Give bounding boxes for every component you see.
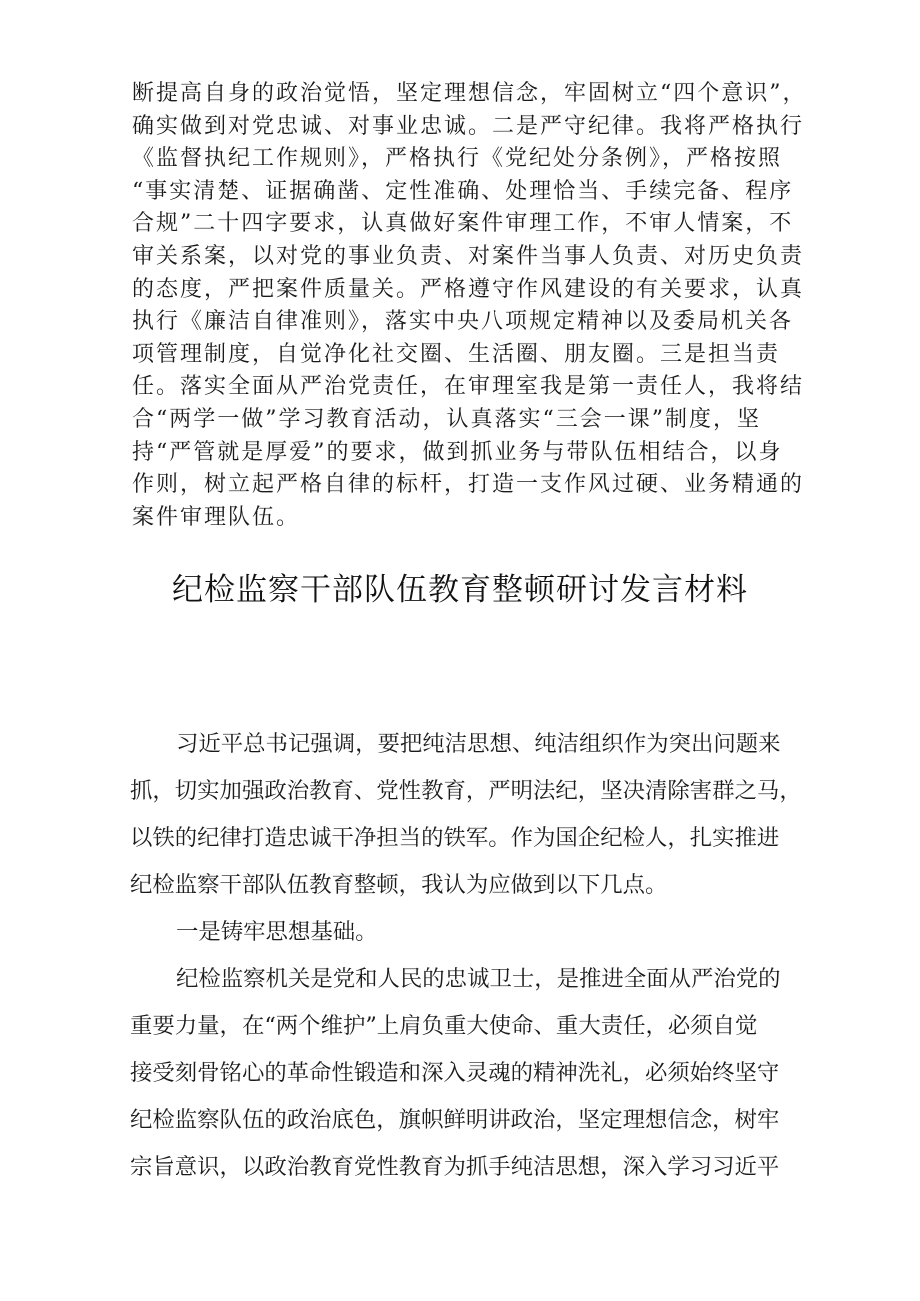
text-line: 接受刻骨铭心的革命性锻造和深入灵魂的精神洗礼，必须始终坚守 (130, 1060, 780, 1086)
text-line: 断提高自身的政治觉悟，坚定理想信念，牢固树立“四个意识”， (132, 81, 807, 106)
text-line: 以铁的纪律打造忠诚干净担当的铁军。作为国企纪检人，扎实推进 (130, 825, 780, 851)
text-line: 合“两学一做”学习教育活动，认真落实“三会一课”制度，坚 (132, 406, 761, 432)
text-line: 案件审理队伍。 (132, 504, 301, 530)
text-line: 任。落实全面从严治党责任，在审理室我是第一责任人，我将结 (132, 374, 805, 400)
text-line: 执行《廉洁自律准则》，落实中央八项规定精神以及委局机关各 (132, 309, 794, 335)
text-line: 抓，切实加强政治教育、党性教育，严明法纪，坚决清除害群之马， (130, 778, 802, 804)
text-line: 重要力量，在“两个维护”上肩负重大使命、重大责任，必须自觉 (130, 1013, 758, 1039)
text-line: 审关系案，以对党的事业负责、对案件当事人负责、对历史负责 (132, 243, 805, 269)
text-line: 持“严管就是厚爱”的要求，做到抓业务与带队伍相结合，以身 (132, 439, 783, 465)
text-line: 的态度，严把案件质量关。严格遵守作风建设的有关要求，认真 (132, 276, 805, 302)
text-line: 宗旨意识，以政治教育党性教育为抓手纯洁思想，深入学习习近平 (130, 1154, 780, 1180)
body-text (130, 721, 800, 1191)
text-line: “事实清楚、证据确凿、定性准确、处理恰当、手续完备、程序 (132, 178, 794, 204)
paragraph-first-line: 纪检监察机关是党和人民的忠诚卫士，是推进全面从严治党的 (176, 966, 781, 992)
text-line: 项管理制度，自觉净化社交圈、生活圈、朋友圈。三是担当责 (132, 341, 781, 367)
text-line: 《监督执纪工作规则》，严格执行《党纪处分条例》，严格按照 (132, 146, 783, 172)
text-line: 作则，树立起严格自律的标杆，打造一支作风过硬、业务精通的 (132, 472, 805, 498)
text-line: 纪检监察干部队伍教育整顿，我认为应做到以下几点。 (130, 872, 668, 898)
document-title: 纪检监察干部队伍教育整顿研讨发言材料 (172, 572, 748, 608)
text-line: 纪检监察队伍的政治底色，旗帜鲜明讲政治，坚定理想信念，树牢 (130, 1107, 780, 1133)
text-line: 合规”二十四字要求，认真做好案件审理工作，不审人情案，不 (132, 211, 794, 237)
section-heading: 一是铸牢思想基础。 (176, 919, 378, 945)
paragraph-first-line: 习近平总书记强调，要把纯洁思想、纯洁组织作为突出问题来 (176, 731, 781, 757)
text-line: 确实做到对党忠诚、对事业忠诚。二是严守纪律。我将严格执行 (132, 113, 805, 139)
previous-section-text (132, 78, 812, 534)
